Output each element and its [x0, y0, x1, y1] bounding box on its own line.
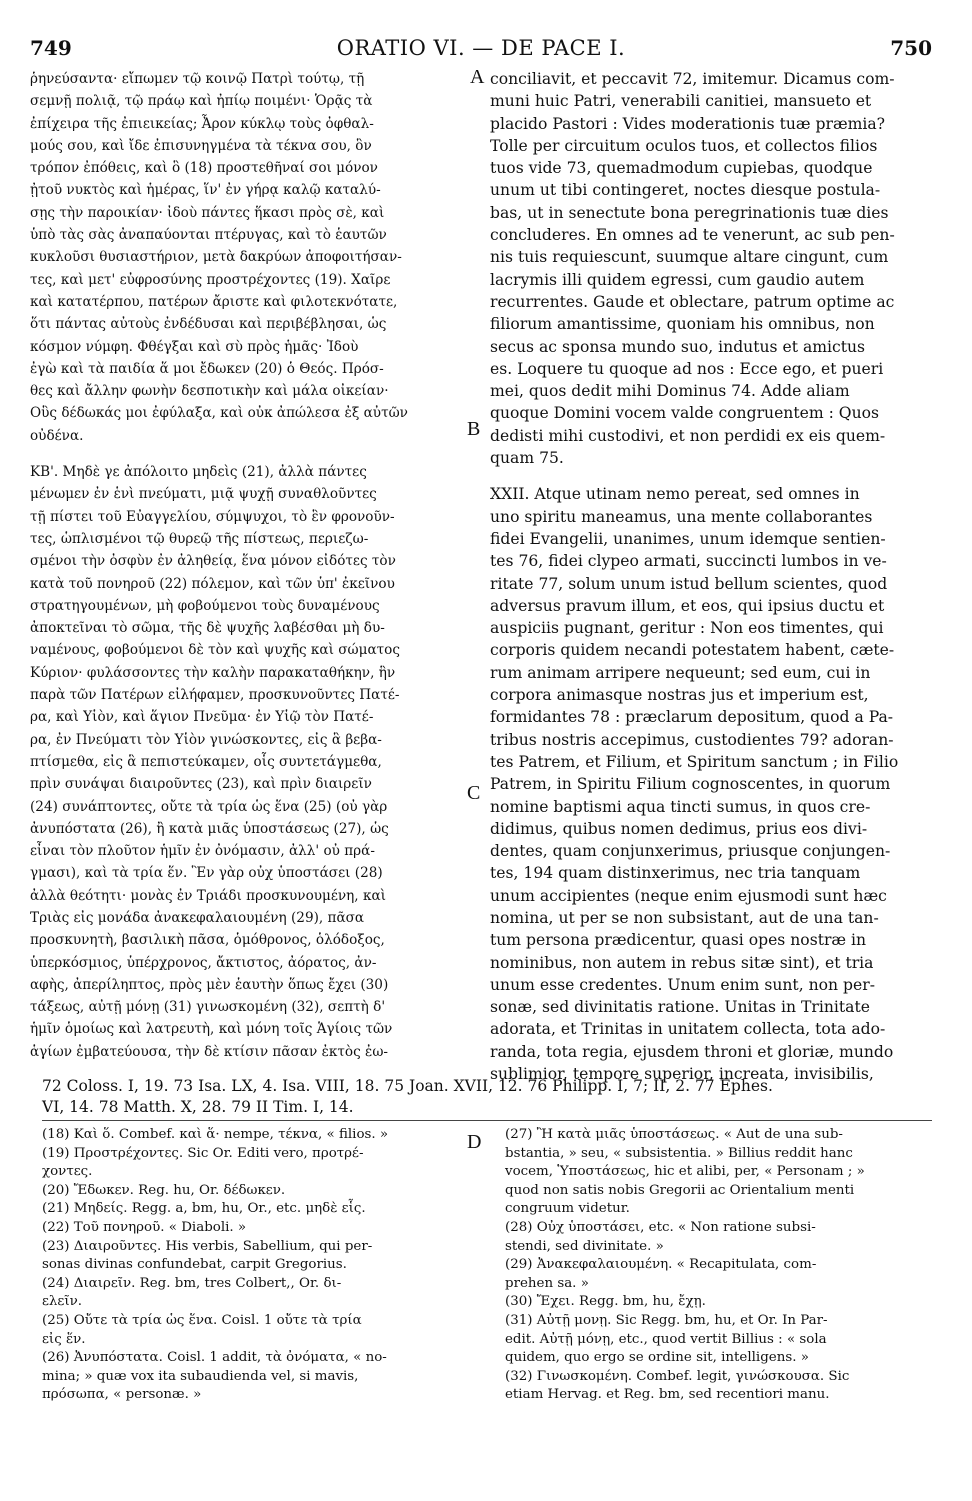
greek-text-line: τρόπον ἐπόθεις, καὶ ὃ (18) προστεθῆναί σοι μόνον: [30, 160, 378, 177]
greek-text-line: ἐπίχειρα τῆς ἐπιεικείας; Ἆρον κύκλῳ τοὺς ὀφθαλ-: [30, 115, 374, 132]
greek-text-line: ἀλλὰ θεότητι· μονὰς ἐν Τριάδι προσκυνουμένη, καὶ: [30, 887, 386, 904]
scripture-references: [42, 1076, 942, 1118]
latin-text-line: tes, 194 quam distinxerimus, nec tria tanquam: [490, 864, 861, 883]
margin-marker-a: A: [470, 66, 485, 88]
greek-text-line: ὑπὸ τὰς σὰς ἀναπαύονται πτέρυγας, καὶ τὸ ἑαυτῶν: [30, 227, 387, 244]
latin-text-line: tribus nostris accepimus, custodientes 79? adoran-: [490, 730, 894, 749]
latin-text-line: uno spiritu maneamus, una mente collaborantes: [490, 507, 873, 526]
latin-text-line: adorata, et Trinitas in unitatem collecta, tota ado-: [490, 1020, 886, 1039]
latin-text-line: secus ac sponsa mundo suo, indutus et amictus: [490, 337, 866, 356]
latin-text-line: placido Pastori : Vides moderationis tuæ præmia?: [490, 114, 886, 133]
critical-notes-left: [42, 1126, 472, 1405]
latin-text-line: muni huic Patri, venerabili canitiei, mansueto et: [490, 92, 872, 111]
greek-text-line: κόσμον νύμφη. Φθέγξαι καὶ σὺ πρὸς ἡμᾶς· Ἰδοὺ: [30, 338, 359, 355]
latin-text-line: formidantes 78 : præclarum depositum, quod a Pa-: [490, 708, 894, 727]
note-line: (20) Ἔδωκεν. Reg. hu, Or. δέδωκεν.: [42, 1182, 286, 1198]
note-line: mina; » quæ vox ita subaudienda vel, si mavis,: [42, 1368, 359, 1384]
greek-text-line: ναμένους, φοβούμενοι δὲ τὸν καὶ ψυχῆς καὶ σώματος: [30, 642, 400, 659]
note-line: (18) Καὶ ὅ. Combef. καὶ ἅ· nempe, τέκνα, « filios. »: [42, 1127, 389, 1142]
greek-text-line: προσκυνητὴ, βασιλικὴ πᾶσα, ὁμόθρονος, ὁλόδοξος,: [30, 932, 385, 949]
page-header: [30, 36, 932, 62]
latin-text-line: recurrentes. Gaude et oblectare, patrum optime ac: [490, 292, 895, 311]
greek-text-line: τάξεως, αὐτῇ μόνῃ (31) γινωσκομένη (32), σεπτὴ δ': [30, 999, 386, 1016]
note-line: εἰς ἕν.: [42, 1331, 86, 1347]
margin-marker-d: D: [467, 1131, 482, 1153]
note-line: (29) Ἀνακεφαλαιουμένη. « Recapitulata, com-: [505, 1257, 817, 1273]
latin-text-line: tuos vide 73, quemadmodum cupiebas, quodque: [490, 159, 873, 178]
note-line: πρόσωπα, « personæ. »: [42, 1387, 202, 1403]
latin-text-line: Patrem, in Spiritu Filium cognoscentes, in quorum: [490, 775, 891, 794]
greek-text-line: ἀποκτεῖναι τὸ σῶμα, τῆς δὲ ψυχῆς λαβέσθαι μὴ δυ-: [30, 620, 385, 637]
greek-text-line: Οὓς δέδωκάς μοι ἐφύλαξα, καὶ οὐκ ἀπώλεσα ἐξ αὐτῶν: [30, 405, 408, 422]
greek-text-line: γμασι), καὶ τὰ τρία ἕν. Ἓν γὰρ οὐχ ὑποστάσει (28): [30, 865, 383, 882]
reference-line: VI, 14. 78 Matth. X, 28. 79 II Tim. I, 14.: [42, 1098, 354, 1116]
greek-text-line: τες, καὶ μετ' εὐφροσύνης προστρέχοντες (19). Χαῖρε: [30, 271, 391, 288]
latin-text-line: bas, ut in senectute bona peregrinationis tuæ dies: [490, 203, 889, 222]
greek-text-line: κατὰ τοῦ πονηροῦ (22) πόλεμον, καὶ τῶν ὑπ' ἐκεῖνου: [30, 575, 395, 592]
greek-text-line: ἐγὼ καὶ τὰ παιδία ἅ μοι ἔδωκεν (20) ὁ Θεός. Πρόσ-: [30, 360, 384, 377]
running-title: ORATIO VI. — DE PACE I.: [336, 36, 626, 60]
greek-text-line: ῥηνεύσαντα· εἴπωμεν τῷ κοινῷ Πατρὶ τούτῳ, τῇ: [30, 71, 365, 87]
latin-text-line: conciliavit, et peccavit 72, imitemur. Dicamus com-: [490, 70, 895, 88]
note-line: prehen sa. »: [505, 1275, 589, 1291]
latin-text-line: tes 76, fidei clypeo armati, succincti lumbos in ve-: [490, 552, 887, 571]
greek-text-line: κυκλοῦσι θυσιαστήριον, μετὰ δακρύων ἀποφοιτήσαν-: [30, 249, 402, 266]
greek-text-line: αφὴς, ἀπερίληπτος, πρὸς μὲν ἑαυτὴν ὅπως ἔχει (30): [30, 976, 389, 993]
latin-text-line: nomina, ut per se non subsistant, aut de una tan-: [490, 908, 879, 927]
latin-text-line: XXII. Atque utinam nemo pereat, sed omnes in: [490, 485, 860, 504]
greek-text-line: ἀνυπόστατα (26), ἢ κατὰ μιᾶς ὑποστάσεως (27), ὡς: [30, 820, 389, 837]
note-line: (26) Ἀνυπόστατα. Coisl. 1 addit, τὰ ὀνόματα, « no-: [42, 1350, 387, 1366]
greek-text-line: στρατηγουμένων, μὴ φοβούμενοι τοὺς δυναμένους: [30, 597, 380, 614]
greek-text-line: ὑπερκόσμιος, ὑπέρχρονος, ἄκτιστος, ἀόρατος, ἀν-: [30, 954, 377, 971]
note-line: vocem, Ὑποστάσεως, hic et alibi, per, « Personam ; »: [505, 1164, 865, 1180]
greek-text-line: πρὶν συνάψαι διαιροῦντες (23), καὶ πρὶν διαιρεῖν: [30, 776, 372, 793]
greek-text-line: μένωμεν ἐν ἑνὶ πνεύματι, μιᾷ ψυχῇ συναθλοῦντες: [30, 486, 377, 503]
latin-text-line: sublimior, tempore superior, increata, invisibilis,: [490, 1065, 874, 1084]
latin-text-line: mei, quos dedit mihi Dominus 74. Adde aliam: [490, 382, 850, 401]
latin-text-line: corporis quidem necandi potestatem habent, cæte-: [490, 641, 895, 660]
greek-text-line: ἁγίων ἐμβατεύουσα, τὴν δὲ κτίσιν πᾶσαν ἐκτὸς ἐω-: [30, 1043, 388, 1060]
latin-text-line: nomine baptismi aqua tincti sumus, in quos cre-: [490, 797, 871, 816]
reference-line: 72 Coloss. I, 19. 73 Isa. LX, 4. Isa. VIII, 18. 75 Joan. XVII, 12. 76 Philipp. I, 7; II, 2. 77 Ephes.: [42, 1077, 773, 1095]
latin-text-line: dentes, quam conjunxerimus, priusque conjungen-: [490, 842, 891, 861]
greek-text-line: Τριὰς εἰς μονάδα ἀνακεφαλαιουμένη (29), πᾶσα: [30, 909, 365, 926]
latin-text-line: fidei Evangelii, unanimes, unum idemque sentien-: [490, 529, 886, 548]
greek-text-line: ΚΒ'. Μηδὲ γε ἀπόλοιτο μηδεὶς (21), ἀλλὰ πάντες: [30, 464, 367, 481]
greek-text-line: ὅτι πάντας αὐτοὺς ἐνδέδυσαι καὶ περιβέβλησαι, ὡς: [30, 316, 387, 333]
note-line: (24) Διαιρεῖν. Reg. bm, tres Colbert,, Or. δι-: [42, 1275, 342, 1291]
latin-text-line: quam 75.: [490, 449, 564, 468]
latin-text-line: ritate 77, solum unum istud bellum scientes, quod: [490, 574, 888, 593]
note-line: ελεῖν.: [42, 1294, 83, 1310]
latin-text-line: didimus, quibus nomen dedimus, prius eos divi-: [490, 819, 868, 838]
latin-text-line: unum ut tibi contingeret, noctes diesque postula-: [490, 181, 881, 200]
latin-text-line: randa, tota regia, ejusdem throni et gloriæ, mundo: [490, 1042, 894, 1061]
greek-text-line: παρὰ τῶν Πατέρων εἰλήφαμεν, προσκυνοῦντες Πατέ-: [30, 687, 400, 704]
note-line: (23) Διαιροῦντες. His verbis, Sabellium, qui per-: [42, 1238, 373, 1254]
note-line: (32) Γινωσκομένη. Combef. legit, γινώσκουσα. Sic: [505, 1368, 850, 1384]
latin-text-line: tes Patrem, et Filium, et Spiritum sanctum ; in Filio: [490, 752, 899, 771]
note-line: stendi, sed divinitate. »: [505, 1238, 664, 1254]
note-line: sonas divinas confundebat, carpit Gregorius.: [42, 1257, 347, 1273]
greek-text-line: σμένοι τὴν ὀσφὺν ἐν ἀληθείᾳ, ἕνα μόνον εἰδότες τὸν: [30, 553, 396, 570]
note-line: χοντες.: [42, 1164, 93, 1180]
greek-text-line: σεμνῇ πολιᾷ, τῷ πράῳ καὶ ἠπίῳ ποιμένι· Ὁρᾷς τὰ: [30, 93, 373, 110]
latin-text-line: unum accipientes (neque enim ejusmodi sunt hæc: [490, 886, 887, 905]
greek-text-line: καὶ κατατέρπου, πατέρων ἄριστε καὶ φιλοτεκνότατε,: [30, 293, 398, 310]
greek-text-line: σῃς τὴν παροικίαν· ἰδοὺ πάντες ἥκασι πρὸς σὲ, καὶ: [30, 204, 385, 221]
note-line: bstantia, » seu, « subsistentia. » Billius reddit hanc: [505, 1145, 853, 1161]
greek-text-line: ᾐτοῦ νυκτὸς καὶ ἡμέρας, ἵν' ἐν γήρᾳ καλῷ καταλύ-: [30, 182, 381, 199]
margin-marker-b: B: [467, 418, 481, 440]
greek-text-line: τῇ πίστει τοῦ Εὐαγγελίου, σύμψυχοι, τὸ ἓν φρονοῦν-: [30, 508, 395, 525]
latin-text-line: adversus pravum illum, et eos, qui ipsius ductu et: [490, 596, 885, 615]
greek-text-line: θες καὶ ἄλλην φωνὴν δεσποτικὴν καὶ μάλα οἰκείαν·: [30, 383, 389, 400]
latin-text-line: filiorum amantissime, quoniam his omnibus, non: [490, 315, 875, 334]
footnote-divider: [42, 1120, 932, 1121]
latin-text-column: [490, 68, 940, 1085]
greek-text-line: (24) συνάπτοντες, οὔτε τὰ τρία ὡς ἕνα (25) (οὐ γὰρ: [30, 798, 388, 815]
latin-text-line: nominibus, non autem in rebus sitæ sint), et tria: [490, 953, 874, 972]
latin-text-line: auspiciis pugnant, geritur : Non eos timentes, qui: [490, 619, 884, 638]
latin-text-line: dedisti mihi custodivi, et non perdidi ex eis quem-: [490, 426, 886, 445]
note-line: (30) Ἔχει. Regg. bm, hu, ἔχῃ.: [505, 1294, 706, 1310]
note-line: (31) Αὐτῇ μονῃ. Sic Regg. bm, hu, et Or. In Par-: [505, 1312, 828, 1328]
latin-text-line: corpora animasque nostras jus et imperium est,: [490, 686, 869, 705]
greek-text-line: ἡμῖν ὁμοίως καὶ λατρευτὴ, καὶ μόνη τοῖς Ἁγίοις τῶν: [30, 1021, 393, 1038]
greek-text-line: πτίσμεθα, εἰς ἃ πεπιστεύκαμεν, οἷς συντετάγμεθα,: [30, 753, 382, 770]
latin-text-line: es. Loquere tu quoque ad nos : Ecce ego, et pueri: [490, 359, 884, 378]
latin-text-line: concluderes. En omnes ad te venerunt, ac sub pen-: [490, 226, 895, 245]
note-line: quidem, quo ergo se ordine sit, intelligens. »: [505, 1350, 809, 1366]
critical-notes-right: [505, 1126, 945, 1405]
greek-text-column: [30, 68, 470, 1063]
note-line: quod non satis nobis Gregorii ac Orientalium menti: [505, 1182, 855, 1198]
greek-text-line: ρα, ἐν Πνεύματι τὸν Υἱὸν γινώσκοντες, εἰς ἃ βεβα-: [30, 731, 382, 748]
latin-text-line: unum esse credentes. Unum enim sunt, non per-: [490, 975, 875, 994]
latin-text-line: lacrymis illi quidem egressi, cum gaudio autem: [490, 270, 865, 289]
note-line: edit. Αὐτῇ μόνῃ, etc., quod vertit Billius : « sola: [505, 1331, 827, 1347]
margin-marker-c: C: [467, 782, 481, 804]
note-line: etiam Hervag. et Reg. bm, sed recentiori manu.: [505, 1387, 830, 1403]
greek-text-line: Κύριον· φυλάσσοντες τὴν καλὴν παρακαταθήκην, ἣν: [30, 664, 396, 681]
latin-text-line: nis tuis requiescunt, suumque altare cingunt, cum: [490, 248, 889, 267]
note-line: (19) Προστρέχοντες. Sic Or. Editi vero, προτρέ-: [42, 1145, 364, 1161]
greek-text-line: οὐδένα.: [30, 427, 84, 444]
greek-text-line: τες, ὡπλισμένοι τῷ θυρεῷ τῆς πίστεως, περιεζω-: [30, 530, 369, 547]
left-page-number: 749: [30, 36, 72, 60]
latin-text-line: Tolle per circuitum oculos tuos, et collectos filios: [490, 136, 878, 155]
latin-text-line: rum animam arripere nequeunt; sed eum, cui in: [490, 663, 871, 682]
latin-text-line: quoque Domini vocem valde congruentem : Quos: [490, 404, 880, 423]
note-line: (22) Τοῦ πονηροῦ. « Diaboli. »: [42, 1219, 247, 1235]
greek-text-line: εἶναι τὸν πλοῦτον ἡμῖν ἐν ὀνόμασιν, ἀλλ' οὐ πρά-: [30, 843, 375, 860]
note-line: (21) Μηδείς. Regg. a, bm, hu, Or., etc. μηδὲ εἷς.: [42, 1201, 366, 1217]
greek-text-line: μούς σου, καὶ ἴδε ἐπισυνηγμένα τὰ τέκνα σου, ὃν: [30, 137, 372, 154]
note-line: congruum videtur.: [505, 1201, 630, 1217]
greek-text-line: ρα, καὶ Υἱὸν, καὶ ἅγιον Πνεῦμα· ἐν Υἱῷ τὸν Πατέ-: [30, 709, 374, 726]
latin-text-line: sonæ, sed divinitatis ratione. Unitas in Trinitate: [490, 998, 870, 1017]
note-line: (28) Οὐχ ὑποστάσει, etc. « Non ratione subsi-: [505, 1219, 816, 1235]
note-line: (27) Ἢ κατὰ μιᾶς ὑποστάσεως. « Aut de una sub-: [505, 1127, 843, 1142]
right-page-number: 750: [890, 36, 932, 60]
latin-text-line: tum persona prædicentur, quasi opes nostræ in: [490, 931, 867, 950]
note-line: (25) Οὔτε τὰ τρία ὡς ἕνα. Coisl. 1 οὔτε τὰ τρία: [42, 1312, 362, 1328]
